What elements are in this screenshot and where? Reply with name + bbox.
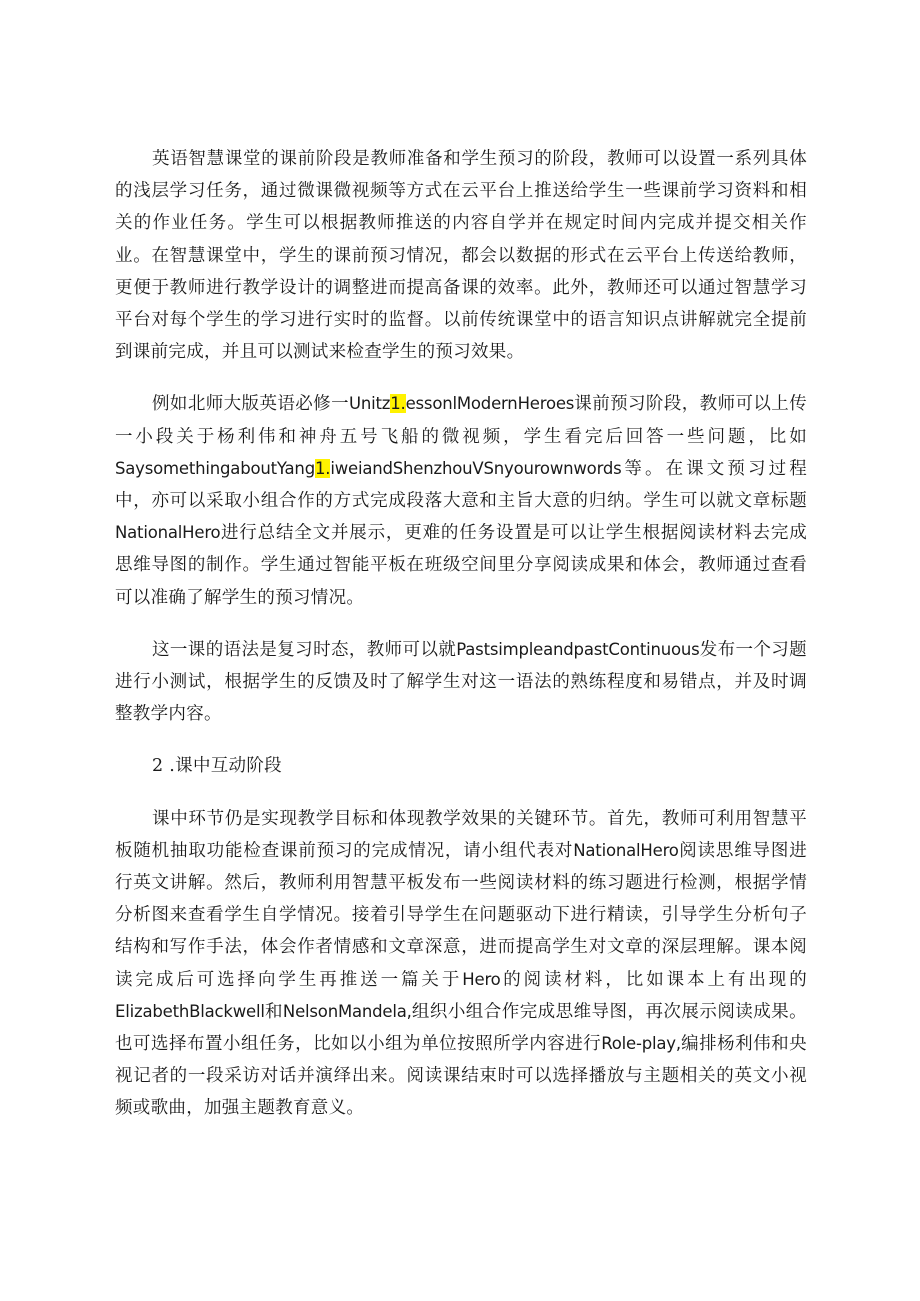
paragraph-text: 组织小组合作完成思维导图，再次展示阅读成果。也可选择布置小组任务，比如以小组为单位按照所学内容进行 xyxy=(115,1001,807,1055)
document-page xyxy=(115,143,807,1125)
latin-text: essonlModernHeroes xyxy=(405,394,575,414)
latin-text: Role-play, xyxy=(601,1034,681,1054)
paragraph-text: 的阅读材料，比如课本上有出现的 xyxy=(500,969,808,990)
latin-text: Hero xyxy=(462,969,501,989)
paragraph-grammar xyxy=(115,634,807,731)
latin-text: NelsonMandela, xyxy=(282,1001,412,1021)
paragraph-text: 这一课的语法是复习时态，教师可以就 xyxy=(152,639,457,660)
paragraph-pre-class-stage xyxy=(115,143,807,368)
latin-text: PastsimpleandpastContinuous xyxy=(456,639,700,659)
section-heading: 2 .课中互动阶段 xyxy=(152,756,282,777)
paragraph-text: 英语智慧课堂的课前阶段是教师准备和学生预习的阶段，教师可以设置一系列具体的浅层学习任务，通过微课微视频等方式在云平台上推送给学生一些课前学习资料和相关的作业任务。学生可以根据教师推送的内容自学并在规定时间内完成并提交相关作业。在智慧课堂中，学生的课前预习情况，都会以数据的形式在云平台上传送给教师，更便于教师进行教学设计的调整进而提高备课的效率。此外，教师还可以通过智慧学习平台对每个学生的学习进行实时的监督。以前传统课堂中的语言知识点讲解就完全提前到课前完成，并且可以测试来检查学生的预习效果。 xyxy=(115,149,807,363)
latin-text: NationalHero xyxy=(573,840,679,860)
paragraph-text: 课前预习阶段，教师可以上传一小段关于杨利伟和神舟五号飞船的微视频，学生看完后回答一些问题，比如 xyxy=(115,394,807,447)
latin-text: Unitz xyxy=(348,394,391,414)
highlighted-text: 1. xyxy=(314,458,331,478)
latin-text: NationalHero xyxy=(115,523,221,543)
paragraph-in-class-stage xyxy=(115,803,807,1125)
paragraph-text: 例如北师大版英语必修一 xyxy=(152,394,349,415)
highlighted-text: 1. xyxy=(390,394,406,414)
latin-text: SaysomethingaboutYang xyxy=(115,458,315,478)
paragraph-text: 等。在课文预习过程中，亦可以采取小组合作的方式完成段落大意和主旨大意的归纳。学生可以就文章标题 xyxy=(115,458,807,512)
latin-text: iweiandShenzhouVSnyourownwords xyxy=(330,458,622,478)
paragraph-unit-example xyxy=(115,388,807,613)
paragraph-text: 发布一个习题进行小测试，根据学生的反馈及时了解学生对这一语法的熟练程度和易错点，并及时调整教学内容。 xyxy=(115,639,807,725)
paragraph-text: 阅读思维导图进行英文讲解。然后，教师利用智慧平板发布一些阅读材料的练习题进行检测，根据学情分析图来查看学生自学情况。接着引导学生在问题驱动下进行精读，引导学生分析句子结构和写作手法，体会作者情感和文章深意，进而提高学生对文章的深层理解。课本阅读完成后可选择向学生再推送一篇关于 xyxy=(115,840,807,990)
paragraph-text: 编排杨利伟和央视记者的一段采访对话并演绎出来。阅读课结束时可以选择播放与主题相关的英文小视频或歌曲，加强主题教育意义。 xyxy=(115,1034,807,1119)
paragraph-text: 进行总结全文并展示，更难的任务设置是可以让学生根据阅读材料去完成思维导图的制作。学生通过智能平板在班级空间里分享阅读成果和体会，教师通过查看可以准确了解学生的预习情况。 xyxy=(115,523,807,608)
paragraph-text: 课中环节仍是实现教学目标和体现教学效果的关键环节。首先，教师可利用智慧平板随机抽取功能检查课前预习的完成情况，请小组代表对 xyxy=(115,808,807,861)
latin-text: ElizabethBlackwell xyxy=(115,1001,265,1021)
paragraph-text: 和 xyxy=(264,1001,283,1022)
